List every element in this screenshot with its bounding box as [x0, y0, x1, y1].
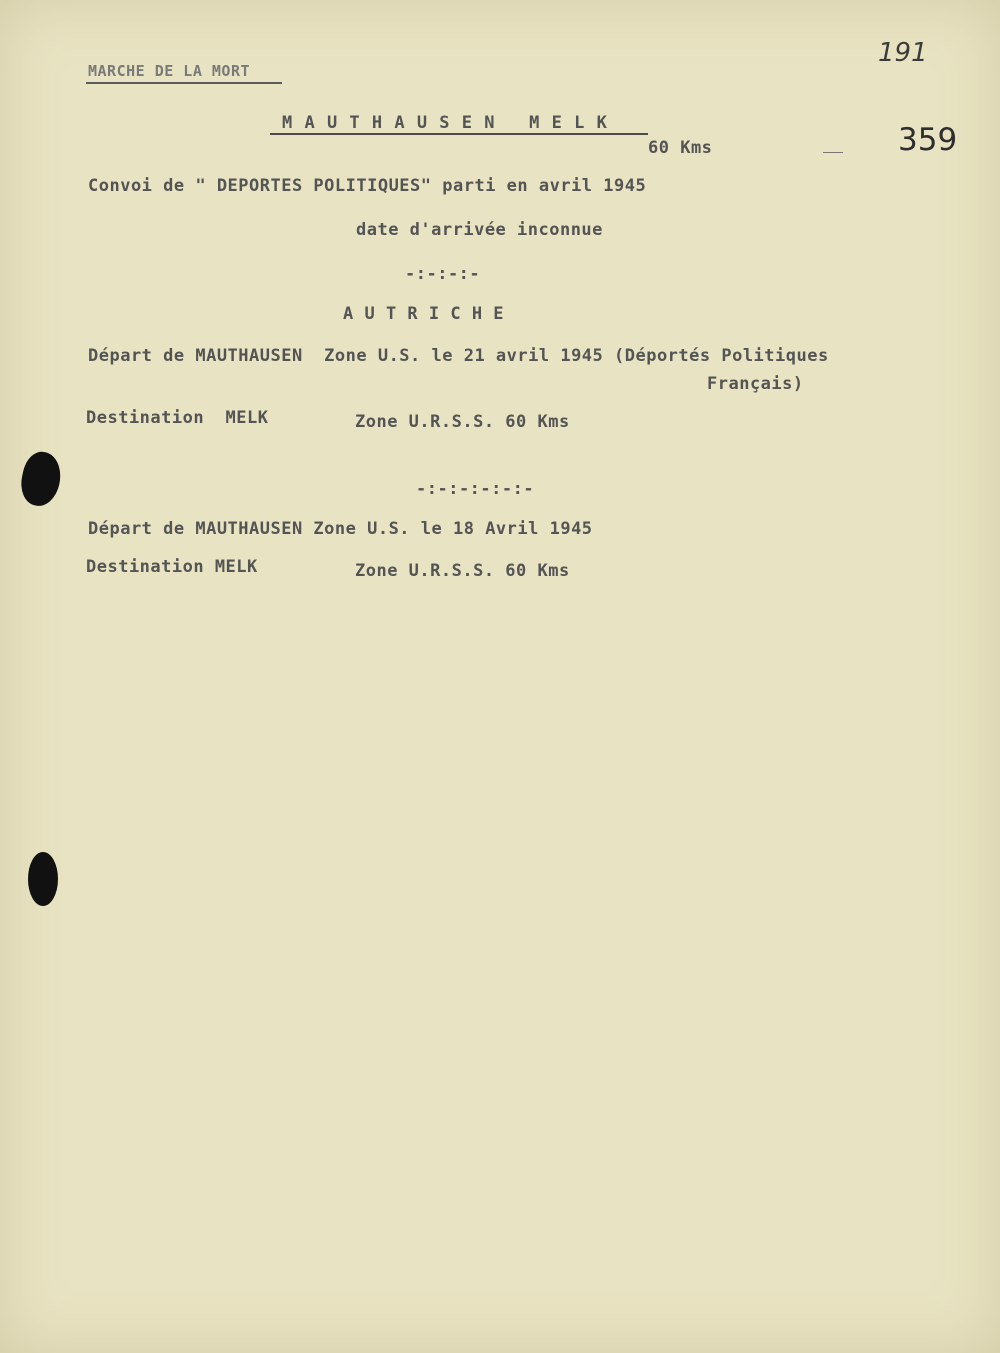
document-title: MARCHE DE LA MORT — [88, 62, 251, 80]
punch-hole-bottom — [28, 852, 58, 906]
entry-1-destination: Destination MELK — [86, 408, 269, 428]
entry-2-destination-zone: Zone U.R.S.S. 60 Kms — [355, 561, 570, 581]
page-number: 359 — [898, 122, 958, 158]
separator-1: -:-:-:- — [405, 264, 481, 284]
entry-1-destination-zone: Zone U.R.S.S. 60 Kms — [355, 412, 570, 432]
punch-hole-top — [17, 449, 65, 510]
route-underline — [270, 133, 648, 135]
pencil-marks — [823, 152, 843, 153]
distance-label: 60 Kms — [648, 138, 713, 158]
entry-1-departure: Départ de MAUTHAUSEN Zone U.S. le 21 avril 1945 (Déportés Politiques — [88, 346, 829, 366]
arrival-line: date d'arrivée inconnue — [356, 220, 603, 240]
entry-2-destination: Destination MELK — [86, 557, 258, 577]
entry-2-departure: Départ de MAUTHAUSEN Zone U.S. le 18 Avril 1945 — [88, 519, 593, 539]
country-heading: A U T R I C H E — [343, 304, 505, 324]
route-heading: M A U T H A U S E N M E L K — [282, 113, 608, 133]
title-underline — [86, 82, 282, 84]
convoy-line: Convoi de " DEPORTES POLITIQUES" parti en avril 1945 — [88, 176, 647, 196]
handwritten-number: 191 — [878, 38, 928, 68]
entry-1-departure-cont: Français) — [707, 374, 804, 394]
separator-2: -:-:-:-:-:- — [416, 479, 535, 499]
